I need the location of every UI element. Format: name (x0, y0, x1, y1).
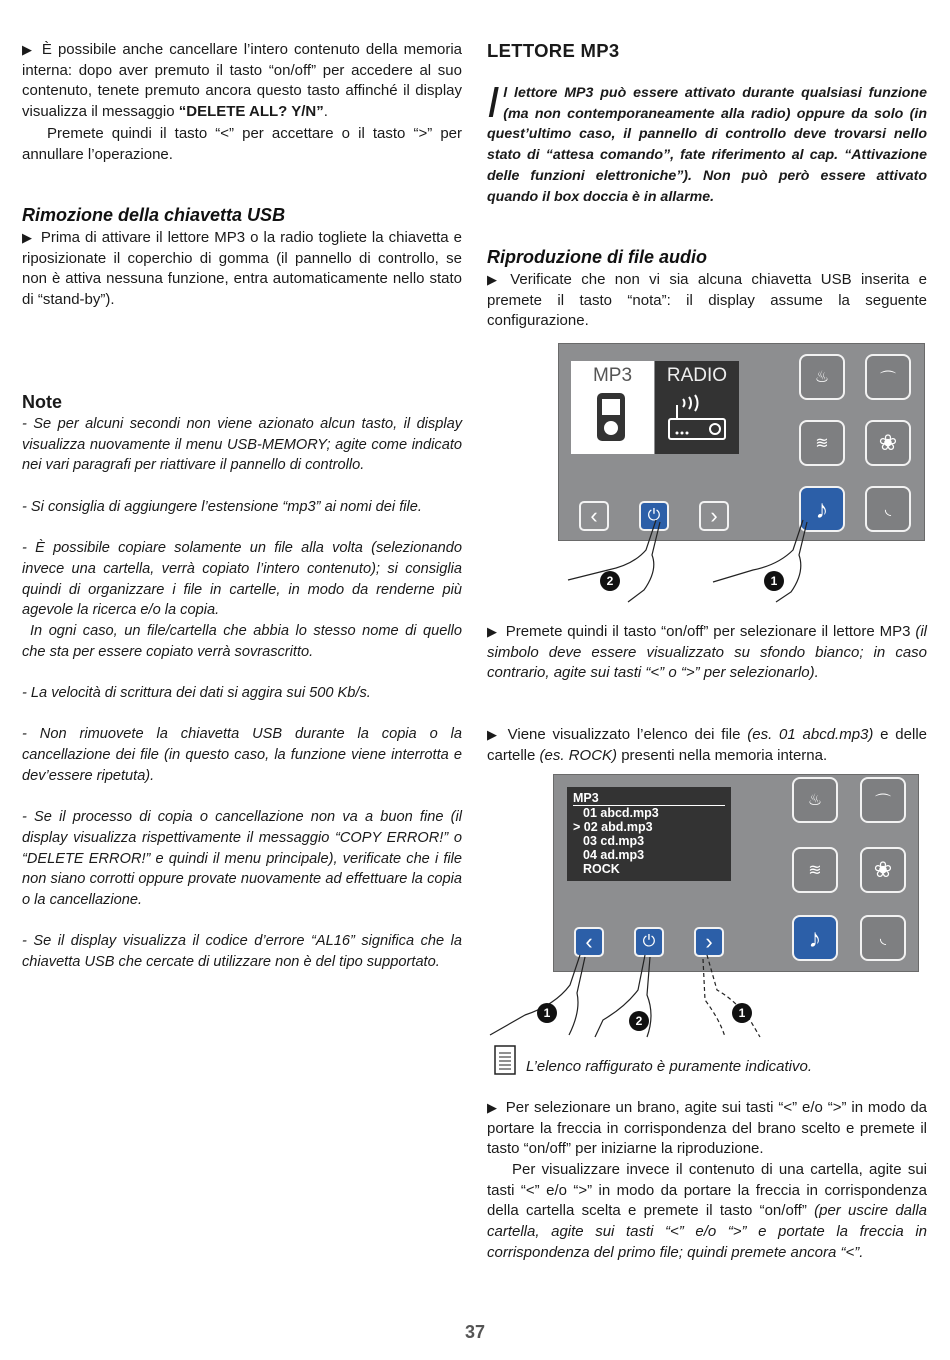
steam-button[interactable] (792, 847, 838, 893)
mp3-player-title: LETTORE MP3 (487, 40, 620, 61)
wifi-waves-icon: ◟ (884, 501, 892, 518)
bullet-arrow-icon: ▶ (487, 624, 498, 639)
steam-button[interactable] (799, 420, 845, 466)
step-badge: 2 (600, 571, 620, 591)
shower-head-button[interactable] (860, 777, 906, 823)
delete-all-paragraph: ▶ È possibile anche cancellare l’intero contenuto della memoria interna: dopo aver premuto il tasto “on/off” per accedere al suo contenuto, tenete premuto ancora questo tasto affinché il display visualizza il messaggio “DELETE ALL? Y/N”. (22, 41, 462, 121)
mp3-tile (571, 361, 654, 454)
pointing-hands-illustration-1 (548, 510, 828, 605)
note-item: In ogni caso, un file/cartella che abbia lo stesso nome di quello che sta per essere copiato verrà sovrascritto. (22, 623, 462, 660)
audio-playback-paragraph: ▶ Verificate che non vi sia alcuna chiavetta USB inserita e premete il tasto “nota”: il display assume la seguente configurazione. (487, 271, 928, 330)
step-badge: 1 (537, 1003, 557, 1023)
steam-icon: ≋ (815, 435, 829, 452)
radio-icon (655, 387, 739, 447)
bullet-arrow-icon: ▶ (22, 42, 34, 57)
bullet-arrow-icon: ▶ (487, 1100, 498, 1115)
radio-tile-label: RADIO (666, 365, 728, 386)
step-badge: 2 (629, 1011, 649, 1031)
onoff-paragraph: ▶ Premete quindi il tasto “on/off” per selezionare il lettore MP3 (il simbolo deve essere visualizzato su sfondo bianco; in caso contrario, agite sui tasti “<” o “>” per selezionarlo). (487, 623, 927, 682)
mp3-file-list (567, 787, 731, 881)
massage-seat-button[interactable] (799, 354, 845, 400)
chevron-left-icon: ‹ (590, 503, 598, 528)
file-list-item[interactable]: 03 cd.mp3 (583, 834, 645, 848)
note-heading: Note (22, 392, 62, 412)
folder-list-item[interactable]: ROCK (583, 862, 620, 876)
seat-jets-icon: ♨ (807, 792, 823, 809)
bullet-arrow-icon: ▶ (22, 230, 33, 245)
mp3-tile-label: MP3 (592, 365, 633, 386)
note-item: - Se per alcuni secondi non viene azionato alcun tasto, il display visualizza nuovamente il menu USB-MEMORY; agite come indicato nei vari paragrafi per riattivare il pannello di controllo. (22, 416, 462, 474)
page-number: 37 (464, 1322, 486, 1342)
usb-removal-paragraph: ▶ Prima di attivare il lettore MP3 o la radio togliete la chiavetta e riposizionate il coperchio di gomma (il pannello di controllo, se non è attiva nessuna funzione, entra automaticamente nello stato di “stand-by”). (22, 229, 462, 309)
radio-waves-button[interactable] (865, 486, 911, 532)
drop-cap: I (487, 78, 500, 127)
notes-list (22, 414, 462, 973)
note-item: - La velocità di scrittura dei dati si aggira sui 500 Kb/s. (22, 685, 371, 702)
note-item: - È possibile copiare solamente un file alla volta (selezionando invece una cartella, verrà copiato l’intero contenuto); si consiglia quindi di organizzare i file in cartelle, in modo da renderne più agevole la ricerca e/o la copia. (22, 540, 462, 619)
chromotherapy-button[interactable] (865, 420, 911, 466)
note-item: - Si consiglia di aggiungere l’estensione “mp3” ai nomi dei file. (22, 498, 422, 515)
mp3-intro-paragraph: Il lettore MP3 può essere attivato durante qualsiasi funzione (ma non contemporaneamente alla radio) oppure da solo (in quest’ultimo caso, il pannello di controllo deve trovarsi nello stato di “attesa comando”, fate riferimento al cap. “Attivazione delle funzioni elettroniche”). Non può però essere attivato quando il box doccia è in allarme. (487, 78, 927, 205)
folder-paragraph: Per visualizzare invece il contenuto di una cartella, agite sui tasti “<” e/o “>” in modo da portare la freccia in corrispondenza della cartella scelta e premete il tasto “on/off” (per uscire dalla cartella, agite sui tasti “<” e/o “>” e portate la freccia in corrispondenza del primo file; quindi premete ancora “<”. (487, 1161, 928, 1261)
shower-head-button[interactable] (865, 354, 911, 400)
note-item: - Se il display visualizza il codice d’errore “AL16” significa che la chiavetta USB che cercate di utilizzare non è del tipo supportato. (22, 933, 462, 971)
massage-seat-button[interactable] (792, 777, 838, 823)
mp3-list-header: MP3 (573, 791, 725, 806)
file-list-paragraph: ▶ Viene visualizzato l’elenco dei file (es. 01 abcd.mp3) e delle cartelle (es. ROCK) presenti nella memoria interna. (487, 726, 927, 764)
shower-icon: ⌒ (874, 793, 891, 811)
select-track-paragraph: ▶ Per selezionare un brano, agite sui tasti “<” e/o “>” in modo da portare la freccia in corrispondenza del brano scelto e premete il tasto “on/off” per iniziarne la riproduzione. (487, 1099, 927, 1158)
bullet-arrow-icon: ▶ (487, 272, 503, 287)
file-list-item[interactable]: 01 abcd.mp3 (583, 806, 659, 820)
radio-waves-button[interactable] (860, 915, 906, 961)
audio-playback-heading: Riproduzione di file audio (487, 247, 707, 267)
color-circles-icon: ❀ (878, 430, 898, 455)
steam-icon: ≋ (808, 862, 822, 879)
note-item: - Se il processo di copia o cancellazione non va a buon fine (il display visualizza rispettivamente il messaggio “COPY ERROR!” o “DELETE ERROR!” e quindi il menu principale), verificate che i file non siano corrotti oppure provate nuovamente ad effettuare la copia o la cancellazione. (22, 809, 462, 909)
chevron-left-icon: ‹ (585, 929, 593, 954)
chromotherapy-button[interactable] (860, 847, 906, 893)
power-icon: ⏻ (642, 933, 656, 950)
bullet-arrow-icon: ▶ (487, 727, 500, 742)
list-caption: L’elenco raffigurato è puramente indicativo. (526, 1058, 813, 1075)
pointing-hands-illustration-2 (485, 945, 815, 1040)
file-list-item[interactable]: 04 ad.mp3 (583, 848, 645, 862)
control-panel-illustration-2 (553, 774, 919, 972)
chevron-right-icon: › (705, 929, 713, 954)
seat-jets-icon: ♨ (814, 369, 830, 386)
step-badge: 1 (764, 571, 784, 591)
shower-icon: ⌒ (879, 370, 896, 388)
music-note-icon: ♪ (808, 922, 822, 953)
wifi-waves-icon: ◟ (879, 930, 887, 947)
music-note-icon: ♪ (815, 493, 829, 524)
mp3-player-icon (571, 387, 654, 447)
chevron-right-icon: › (710, 503, 718, 528)
step-badge: 1 (732, 1003, 752, 1023)
note-item: - Non rimuovete la chiavetta USB durante la copia o la cancellazione dei file (in questo caso, la funzione viene interrotta e dev’essere ripetuta). (22, 726, 462, 784)
confirm-paragraph: Premete quindi il tasto “<” per accettare o il tasto “>” per annullare l’operazione. (22, 125, 462, 163)
document-note-icon (493, 1044, 519, 1076)
file-list-item-selected[interactable]: > 02 abd.mp3 (573, 820, 653, 834)
radio-tile (655, 361, 739, 454)
power-icon: ⏻ (647, 507, 661, 524)
color-circles-icon: ❀ (873, 857, 893, 882)
usb-removal-heading: Rimozione della chiavetta USB (22, 205, 286, 225)
